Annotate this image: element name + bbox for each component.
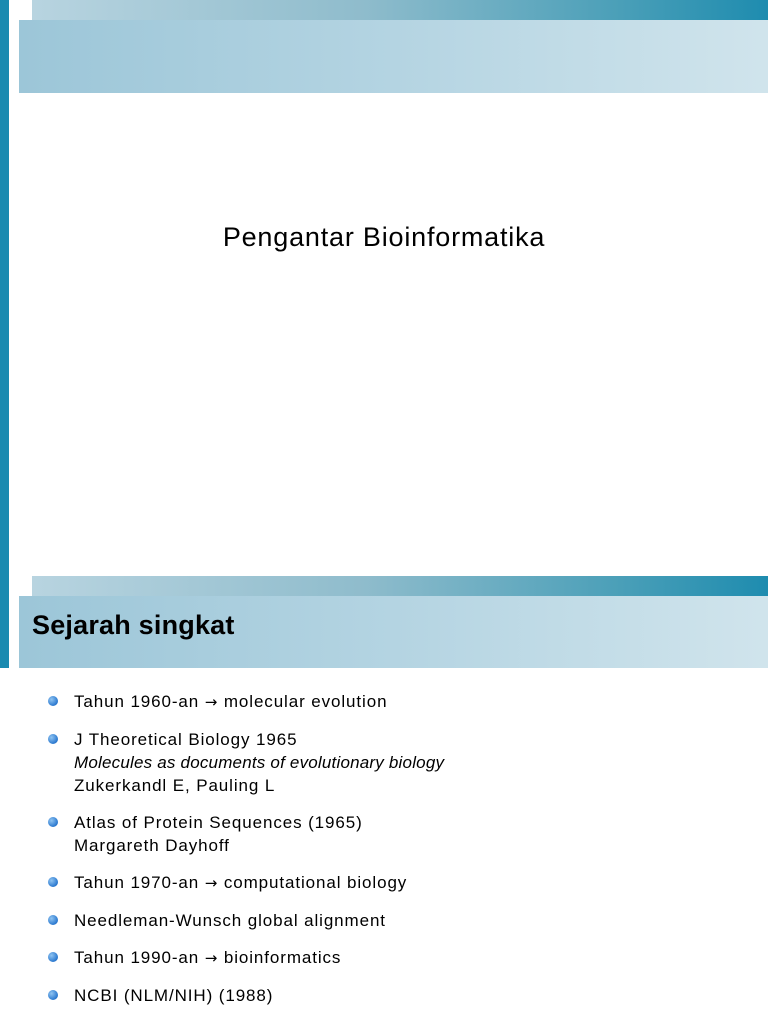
bullet-text: Atlas of Protein Sequences (1965) <box>74 813 363 832</box>
top-gradient-band <box>32 576 768 596</box>
slide-title: Pengantar Bioinformatika <box>222 222 546 252</box>
bullet-icon <box>48 817 58 827</box>
left-accent-bar <box>0 0 9 576</box>
top-gradient-band <box>32 0 768 20</box>
list-item <box>48 871 748 895</box>
top-band-notch <box>9 0 32 20</box>
bullet-text: Needleman-Wunsch global alignment <box>74 911 386 930</box>
bullet-text: J Theoretical Biology 1965 <box>74 730 298 749</box>
bullet-authors: Margareth Dayhoff <box>74 836 230 855</box>
header-band <box>19 20 768 93</box>
list-item <box>48 984 748 1007</box>
list-item <box>48 909 748 932</box>
list-item <box>48 811 748 857</box>
bullet-icon <box>48 877 58 887</box>
list-item <box>48 690 748 714</box>
bullet-list <box>48 690 748 1021</box>
bullet-subtitle: Molecules as documents of evolutionary biology <box>74 753 445 772</box>
content-slide <box>0 576 768 1024</box>
bullet-icon <box>48 952 58 962</box>
arrow-right-icon: → <box>204 693 219 711</box>
bullet-icon <box>48 990 58 1000</box>
bullet-text: Tahun 1990-an → bioinformatics <box>74 948 342 967</box>
arrow-right-icon: → <box>204 874 219 892</box>
left-accent-bar <box>0 576 9 668</box>
bullet-text: Tahun 1970-an → computational biology <box>74 873 408 892</box>
slide-heading: Sejarah singkat <box>32 610 235 640</box>
bullet-icon <box>48 915 58 925</box>
bullet-icon <box>48 696 58 706</box>
bullet-text: NCBI (NLM/NIH) (1988) <box>74 986 274 1005</box>
arrow-right-icon: → <box>204 949 219 967</box>
list-item <box>48 946 748 970</box>
bullet-icon <box>48 734 58 744</box>
list-item <box>48 728 748 797</box>
bullet-authors: Zukerkandl E, Pauling L <box>74 776 276 795</box>
bullet-text: Tahun 1960-an → molecular evolution <box>74 692 388 711</box>
top-band-notch <box>9 576 32 596</box>
